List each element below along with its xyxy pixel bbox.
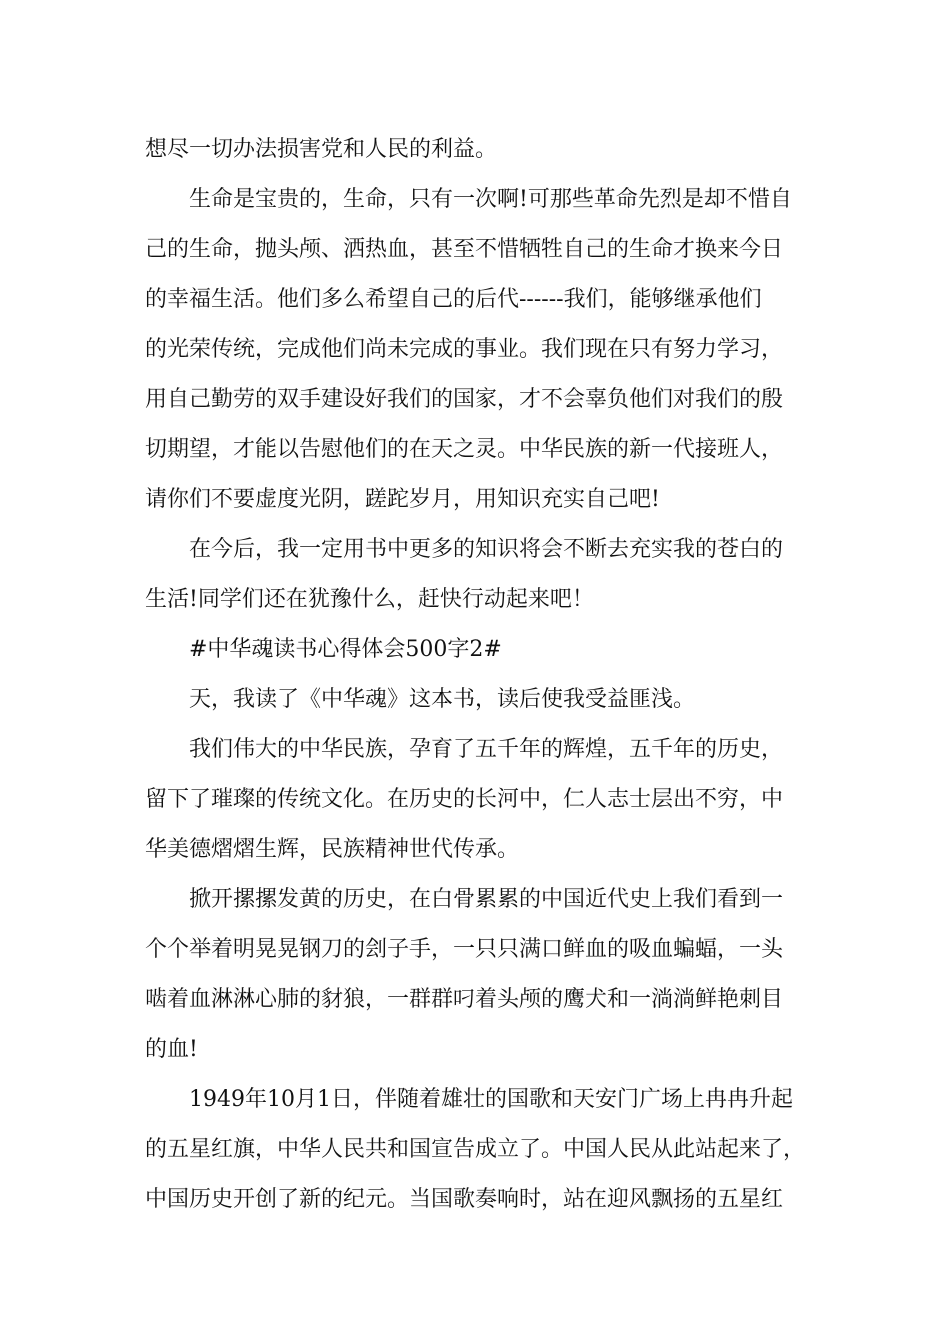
text-line: 的血! <box>145 1037 198 1062</box>
text-line: 中国历史开创了新的纪元。当国歌奏响时，站在迎风飘扬的五星红 <box>145 1187 784 1212</box>
text-line: 己的生命，抛头颅、洒热血，甚至不惜牺牲自己的生命才换来今日 <box>145 237 784 262</box>
text-line: 的五星红旗，中华人民共和国宣告成立了。中国人民从此站起来了， <box>145 1137 806 1162</box>
text-line: 生活!同学们还在犹豫什么，赶快行动起来吧！ <box>145 587 594 612</box>
text-line: 啮着血淋淋心肺的豺狼，一群群叼着头颅的鹰犬和一淌淌鲜艳刺目 <box>145 987 784 1012</box>
text-line: 的光荣传统，完成他们尚未完成的事业。我们现在只有努力学习， <box>145 337 784 362</box>
text-line: 用自己勤劳的双手建设好我们的国家，才不会辜负他们对我们的殷 <box>145 387 784 412</box>
text-line: 生命是宝贵的，生命，只有一次啊!可那些革命先烈是却不惜自 <box>189 187 792 212</box>
text-line: 掀开摞摞发黄的历史，在白骨累累的中国近代史上我们看到一 <box>189 887 784 912</box>
text-line: 请你们不要虚度光阴，蹉跎岁月，用知识充实自己吧! <box>145 487 660 512</box>
text-line: 想尽一切办法损害党和人民的利益。 <box>145 137 498 162</box>
text-line: 华美德熠熠生辉，民族精神世代传承。 <box>145 837 520 862</box>
text-line: 留下了璀璨的传统文化。在历史的长河中，仁人志士层出不穷，中 <box>145 787 784 812</box>
text-line: 的幸福生活。他们多么希望自己的后代------我们，能够继承他们 <box>145 287 762 312</box>
text-line: 我们伟大的中华民族，孕育了五千年的辉煌，五千年的历史， <box>189 737 784 762</box>
section-heading: #中华魂读书心得体会500字2# <box>189 637 502 662</box>
text-line: 切期望，才能以告慰他们的在天之灵。中华民族的新一代接班人， <box>145 437 784 462</box>
text-line: 天，我读了《中华魂》这本书，读后使我受益匪浅。 <box>189 687 696 712</box>
text-line: 个个举着明晃晃钢刀的刽子手，一只只满口鲜血的吸血蝙蝠，一头 <box>145 937 784 962</box>
text-line: 1949年10月1日，伴随着雄壮的国歌和天安门广场上冉冉升起 <box>189 1087 793 1112</box>
text-line: 在今后，我一定用书中更多的知识将会不断去充实我的苍白的 <box>189 537 784 562</box>
